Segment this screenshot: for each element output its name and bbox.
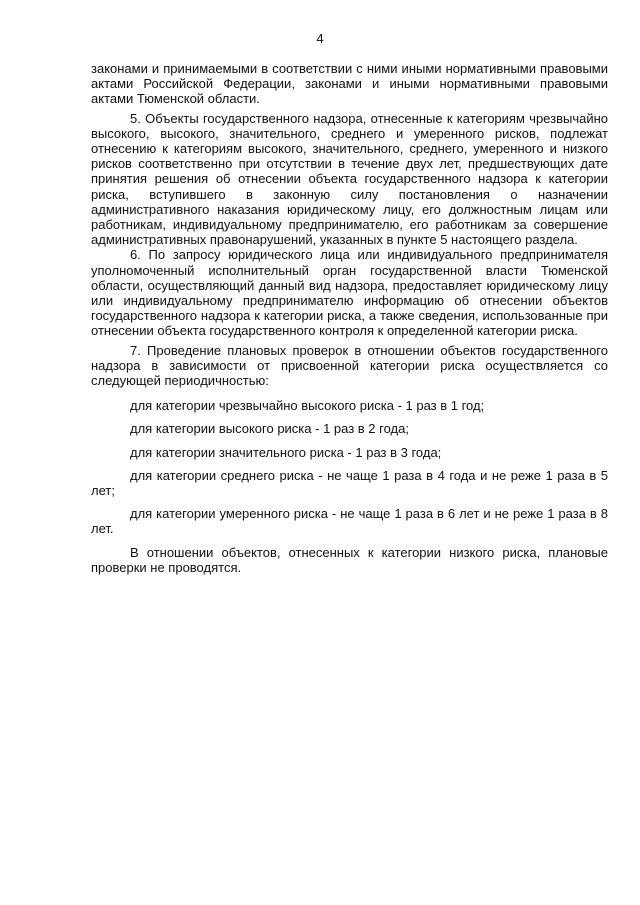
schedule-item-medium-risk: для категории среднего риска - не чаще 1 раза в 4 года и не реже 1 раза в 5 лет; xyxy=(91,467,608,499)
paragraph-continuation: законами и принимаемыми в соответствии с ними иными нормативными правовыми актами Российской Федерации, законами и иными нормативными правовыми актами Тюменской области. xyxy=(91,61,608,107)
schedule-item-moderate-risk: для категории умеренного риска - не чаще 1 раза в 6 лет и не реже 1 раза в 8 лет. xyxy=(91,506,608,537)
page-number: 4 xyxy=(316,31,324,46)
paragraph-low-risk-note: В отношении объектов, отнесенных к категории низкого риска, плановые проверки не проводятся. xyxy=(91,544,608,575)
document-body xyxy=(91,61,608,575)
schedule-item-significant-risk: для категории значительного риска - 1 раз в 3 года; xyxy=(130,444,442,460)
schedule-item-high-risk: для категории высокого риска - 1 раз в 2 года; xyxy=(130,421,409,437)
paragraph-7: 7. Проведение плановых проверок в отношении объектов государственного надзора в зависимости от присвоенной категории риска осуществляется со следующей периодичностью: xyxy=(91,342,608,389)
paragraph-5: 5. Объекты государственного надзора, отнесенные к категориям чрезвычайно высокого, высокого, значительного, среднего и умеренного рисков, подлежат отнесению к категориям высокого, значительного, среднего, умеренного и низкого рисков соответственно при отсутствии в течение двух лет, предшествующих дате принятия решения об отнесении объекта государственного надзора к категории риска, вступившего в законную силу постановления о назначении административного наказания юридическому лицу, его должностным лицам или работникам, индивидуальному предпринимателю, его работникам за совершение административных правонарушений, указанных в пункте 5 настоящего раздела. xyxy=(91,110,608,248)
paragraph-6: 6. По запросу юридического лица или индивидуального предпринимателя уполномоченный исполнительный орган государственной власти Тюменской области, осуществляющий данный вид надзора, предоставляет юридическому лицу или индивидуальному предпринимателю информацию об отнесении объектов государственного надзора к категории риска, а также сведения, использованные при отнесении объекта государственного контроля к определенной категории риска. xyxy=(91,247,608,339)
schedule-item-extreme-risk: для категории чрезвычайно высокого риска - 1 раз в 1 год; xyxy=(130,398,485,414)
